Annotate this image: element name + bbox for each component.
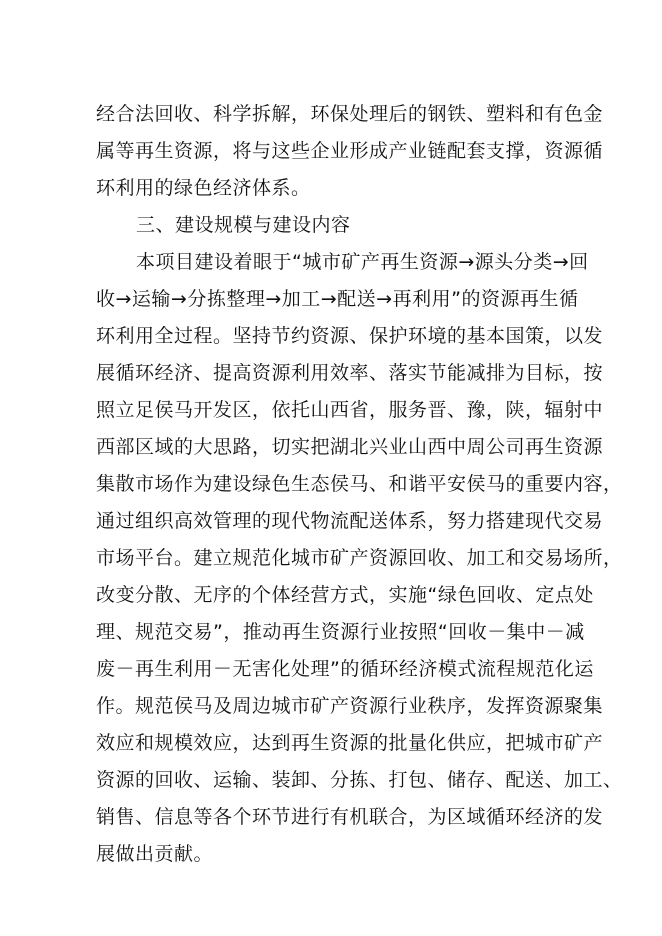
paragraph-line: 资源的回收、运输、装卸、分拣、打包、储存、配送、加工、 bbox=[96, 769, 623, 791]
paragraph-line: 西部区域的大思路，切实把湖北兴业山西中周公司再生资源 bbox=[96, 436, 604, 458]
paragraph-line: 废－再生利用－无害化处理”的循环经济模式流程规范化运 bbox=[96, 658, 594, 680]
paragraph-line: 展循环经济、提高资源利用效率、落实节能减排为目标，按 bbox=[96, 362, 604, 384]
paragraph-line: 改变分散、无序的个体经营方式，实施“绿色回收、定点处 bbox=[96, 584, 594, 606]
paragraph-line: 经合法回收、科学拆解，环保处理后的钢铁、塑料和有色金 bbox=[96, 103, 604, 125]
section-heading: 三、建设规模与建设内容 bbox=[136, 214, 351, 236]
paragraph-line: 收→运输→分拣整理→加工→配送→再利用”的资源再生循 bbox=[96, 288, 579, 310]
document-body bbox=[96, 96, 623, 873]
paragraph-line: 市场平台。建立规范化城市矿产资源回收、加工和交易场所， bbox=[96, 547, 623, 569]
paragraph-line: 销售、信息等各个环节进行有机联合，为区域循环经济的发 bbox=[96, 806, 604, 828]
paragraph-line: 集散市场作为建设绿色生态侯马、和谐平安侯马的重要内容， bbox=[96, 473, 623, 495]
paragraph-line: 作。规范侯马及周边城市矿产资源行业秩序，发挥资源聚集 bbox=[96, 695, 604, 717]
paragraph-line: 属等再生资源，将与这些企业形成产业链配套支撑，资源循 bbox=[96, 140, 604, 162]
paragraph-line: 环利用的绿色经济体系。 bbox=[96, 177, 311, 199]
paragraph-line: 展做出贡献。 bbox=[96, 843, 214, 865]
paragraph-line: 照立足侯马开发区，依托山西省，服务晋、豫，陕，辐射中 bbox=[96, 399, 604, 421]
paragraph-line: 效应和规模效应，达到再生资源的批量化供应，把城市矿产 bbox=[96, 732, 604, 754]
paragraph-line: 通过组织高效管理的现代物流配送体系，努力搭建现代交易 bbox=[96, 510, 604, 532]
paragraph-line: 理、规范交易”，推动再生资源行业按照“回收－集中－减 bbox=[96, 621, 585, 643]
paragraph-line: 本项目建设着眼于“城市矿产再生资源→源头分类→回 bbox=[136, 251, 589, 273]
paragraph-line: 环利用全过程。坚持节约资源、保护环境的基本国策，以发 bbox=[96, 325, 604, 347]
